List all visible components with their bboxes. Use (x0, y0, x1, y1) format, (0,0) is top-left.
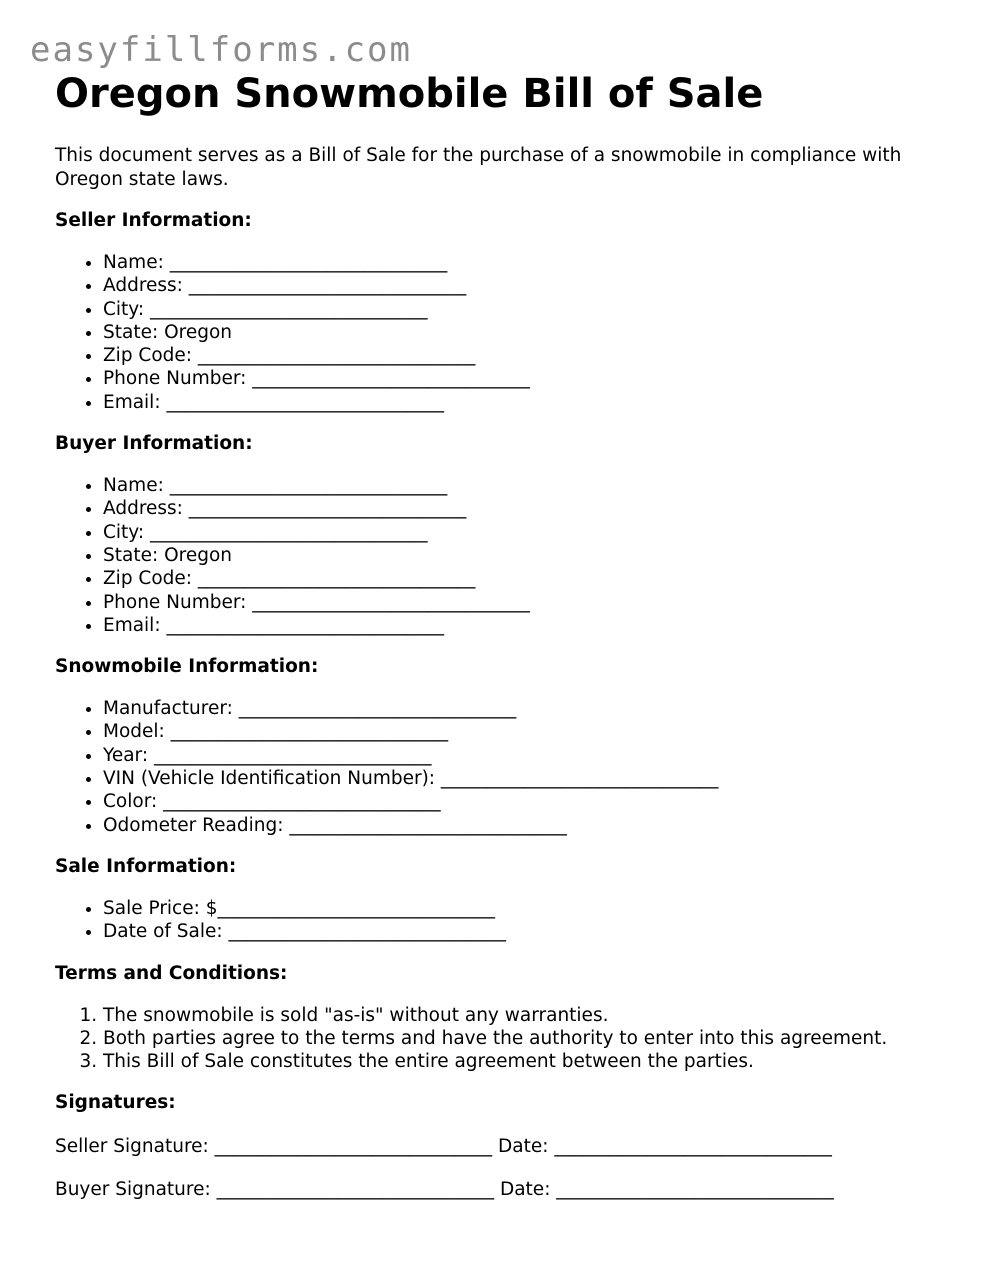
seller-email-field[interactable]: • Email: ______________________________ (103, 391, 945, 414)
buyer-state: • State: Oregon (103, 544, 945, 567)
term-item: 2. Both parties agree to the terms and have the authority to enter into this agreement. (103, 1027, 945, 1050)
sale-price-field[interactable]: • Sale Price: $______________________________ (103, 897, 945, 920)
seller-name-field[interactable]: • Name: ______________________________ (103, 251, 945, 274)
seller-address-field[interactable]: • Address: ______________________________ (103, 274, 945, 297)
buyer-list (55, 474, 945, 637)
model-field[interactable]: • Model: ______________________________ (103, 720, 945, 743)
buyer-email-field[interactable]: • Email: ______________________________ (103, 614, 945, 637)
buyer-heading: Buyer Information: (55, 433, 253, 455)
buyer-signature-row[interactable]: Buyer Signature: ______________________________ Date: ______________________________ (55, 1178, 834, 1200)
terms-list (55, 1004, 945, 1074)
intro-paragraph: This document serves as a Bill of Sale for the purchase of a snowmobile in compliance with Oregon state laws. (55, 145, 902, 190)
seller-list (55, 251, 945, 414)
seller-zip-field[interactable]: • Zip Code: ______________________________ (103, 344, 945, 367)
watermark: easyfillforms.com (30, 30, 412, 70)
odometer-field[interactable]: • Odometer Reading: ______________________________ (103, 814, 945, 837)
snowmobile-list (55, 697, 945, 837)
term-item: 3. This Bill of Sale constitutes the entire agreement between the parties. (103, 1050, 945, 1073)
snowmobile-heading: Snowmobile Information: (55, 656, 319, 678)
buyer-address-field[interactable]: • Address: ______________________________ (103, 497, 945, 520)
page-title: Oregon Snowmobile Bill of Sale (55, 71, 764, 117)
seller-heading: Seller Information: (55, 210, 252, 231)
manufacturer-field[interactable]: • Manufacturer: ______________________________ (103, 697, 945, 720)
seller-signature-row[interactable]: Seller Signature: ______________________________ Date: ______________________________ (55, 1136, 832, 1158)
signatures-heading: Signatures: (55, 1092, 176, 1114)
sale-list (55, 897, 945, 944)
sale-heading: Sale Information: (55, 855, 237, 877)
year-field[interactable]: • Year: ______________________________ (103, 744, 945, 767)
buyer-city-field[interactable]: • City: ______________________________ (103, 521, 945, 544)
date-of-sale-field[interactable]: • Date of Sale: ______________________________ (103, 920, 945, 943)
seller-phone-field[interactable]: • Phone Number: ______________________________ (103, 367, 945, 390)
seller-state: • State: Oregon (103, 321, 945, 344)
buyer-phone-field[interactable]: • Phone Number: ______________________________ (103, 591, 945, 614)
buyer-name-field[interactable]: • Name: ______________________________ (103, 474, 945, 497)
document (55, 70, 945, 1201)
terms-heading: Terms and Conditions: (55, 962, 288, 984)
color-field[interactable]: • Color: ______________________________ (103, 790, 945, 813)
vin-field[interactable]: • VIN (Vehicle Identification Number): ______________________________ (103, 767, 945, 790)
seller-city-field[interactable]: • City: ______________________________ (103, 298, 945, 321)
buyer-zip-field[interactable]: • Zip Code: ______________________________ (103, 567, 945, 590)
term-item: 1. The snowmobile is sold "as-is" without any warranties. (103, 1004, 945, 1027)
